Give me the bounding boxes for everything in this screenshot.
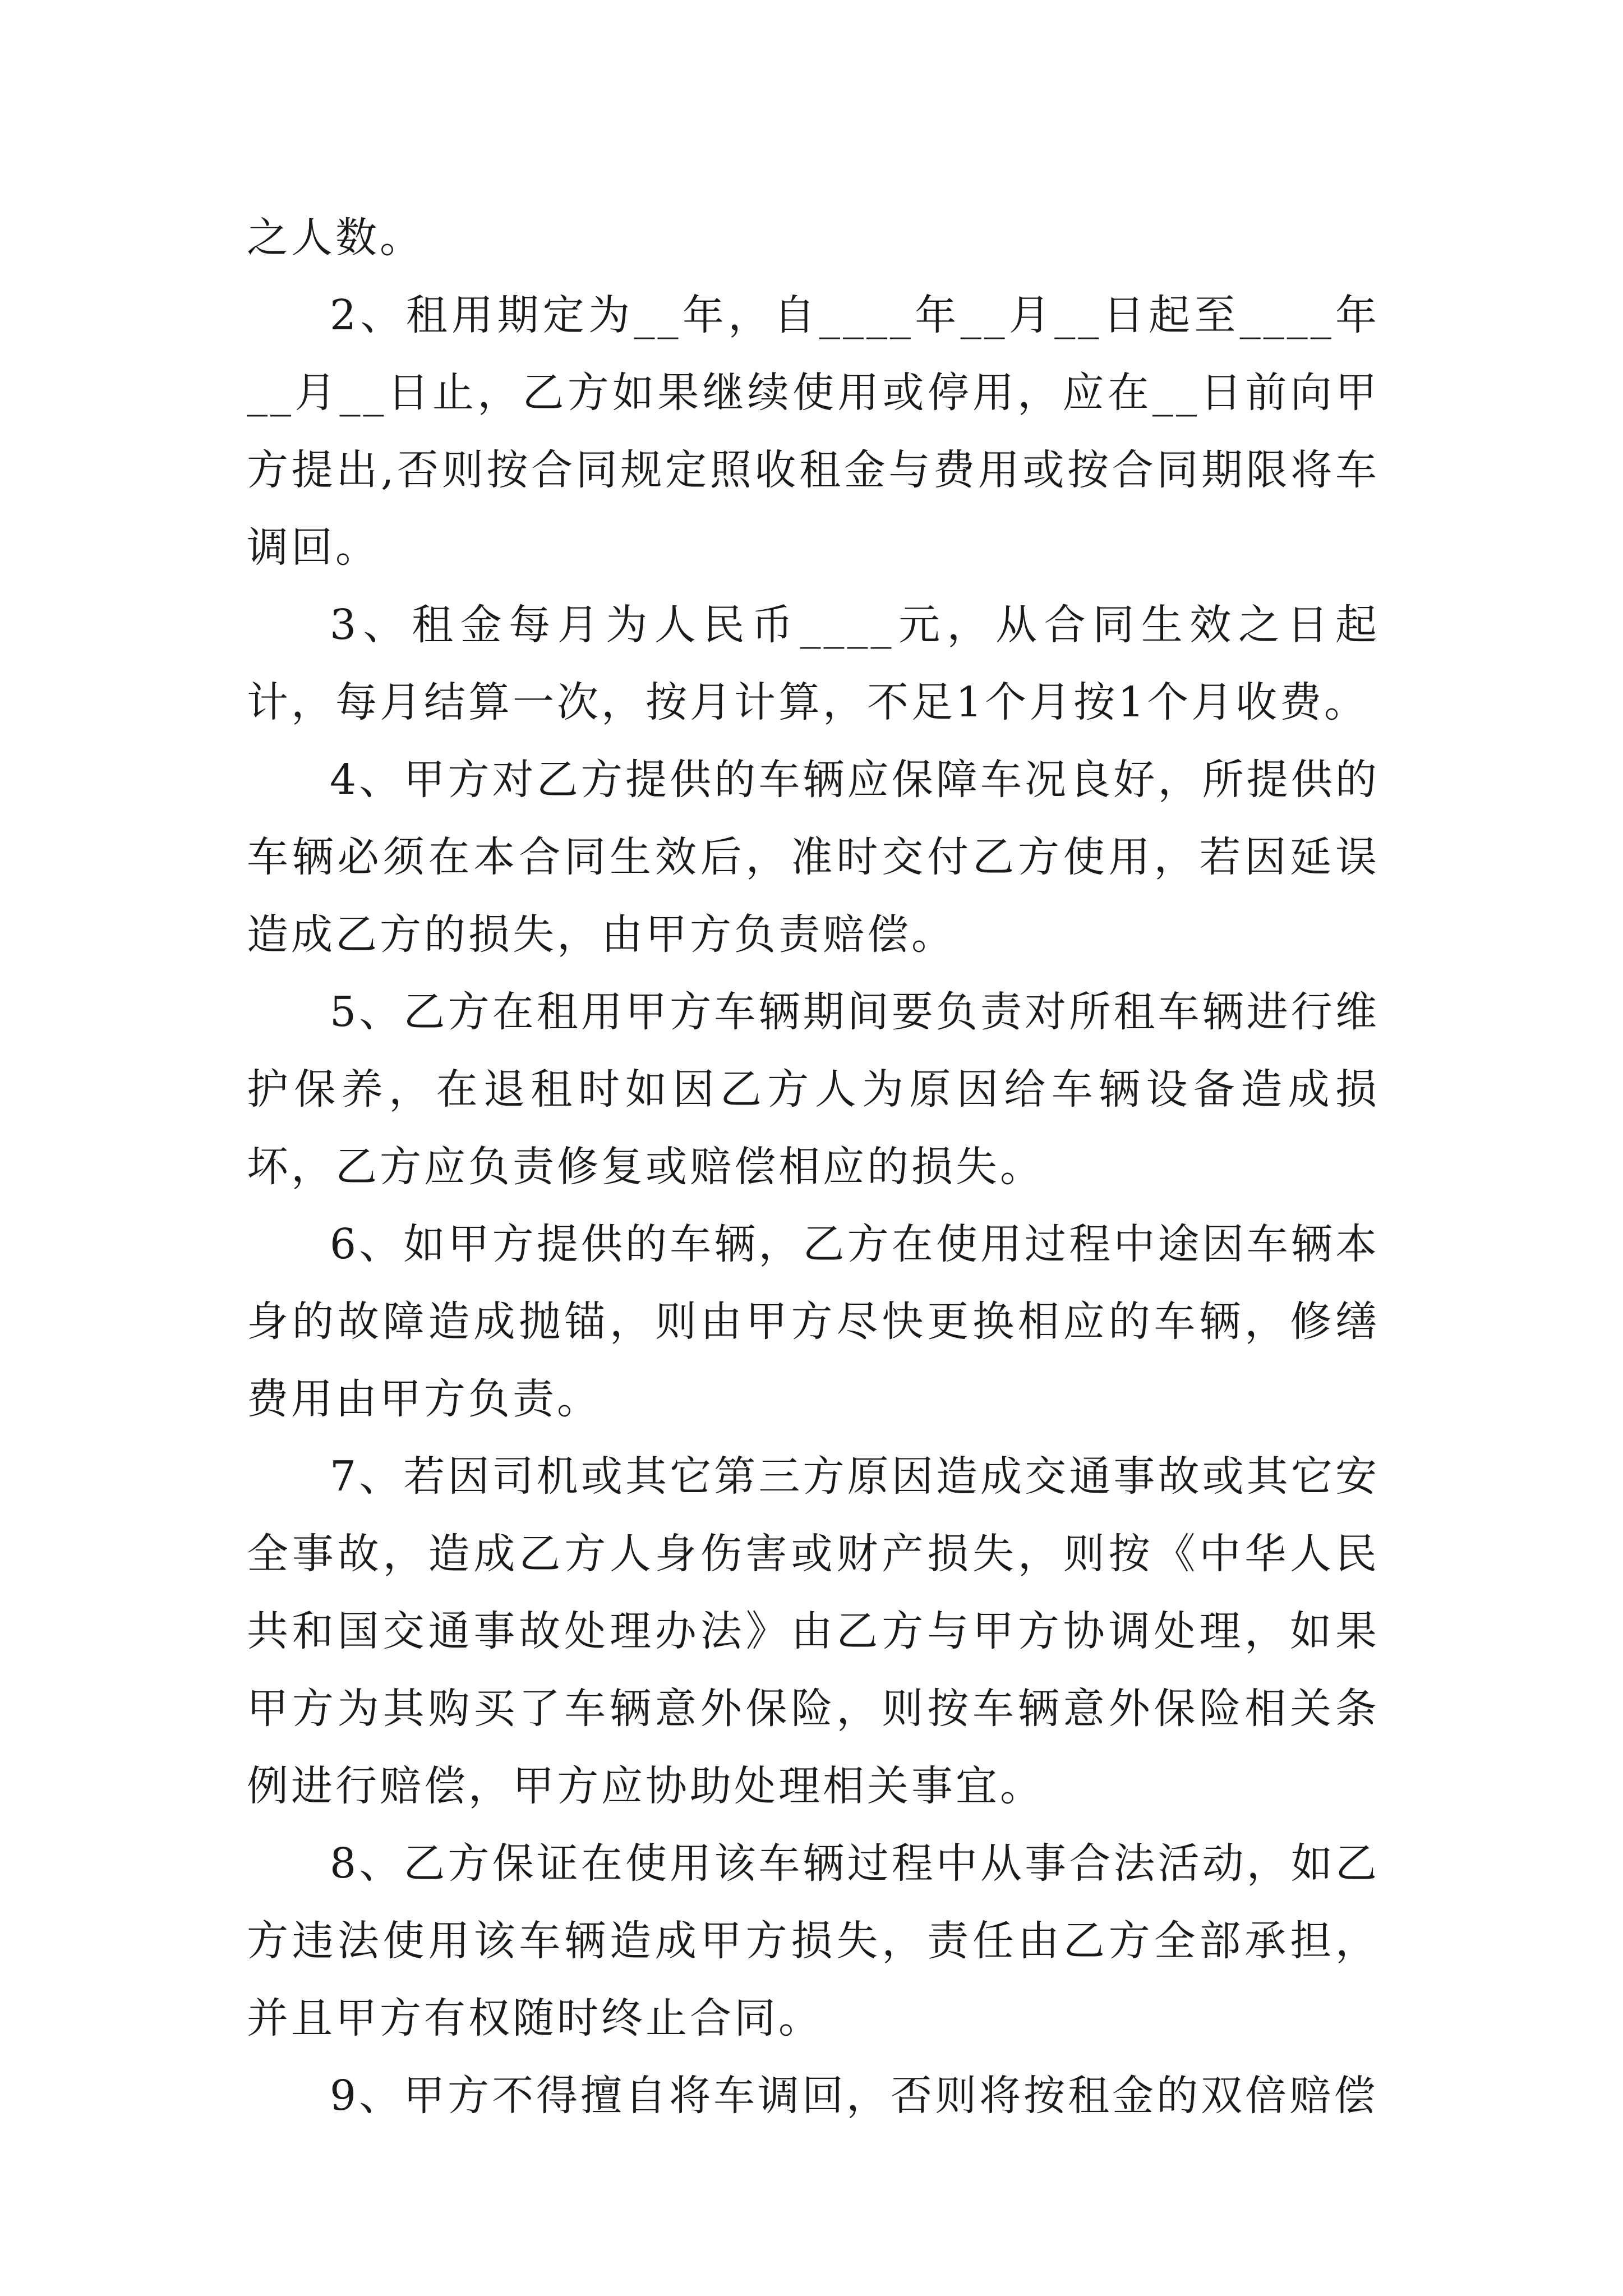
paragraph-clause-8: 8、乙方保证在使用该车辆过程中从事合法活动，如乙方违法使用该车辆造成甲方损失，责任由乙方全部承担，并且甲方有权随时终止合同。	[247, 1839, 1380, 2042]
paragraph-clause-2: 2、租用期定为__年，自____年__月__日起至____年__月__日止，乙方如果继续使用或停用，应在__日前向甲方提出,否则按合同规定照收租金与费用或按合同期限将车调回。	[247, 291, 1380, 572]
paragraph-continuation: 之人数。	[247, 214, 424, 262]
paragraph-clause-3: 3、租金每月为人民币____元，从合同生效之日起计，每月结算一次，按月计算，不足1个月按1个月收费。	[247, 601, 1380, 726]
paragraph-clause-7: 7、若因司机或其它第三方原因造成交通事故或其它安全事故，造成乙方人身伤害或财产损失，则按《中华人民共和国交通事故处理办法》由乙方与甲方协调处理，如果甲方为其购买了车辆意外保险，则按车辆意外保险相关条例进行赔偿，甲方应协助处理相关事宜。	[247, 1452, 1380, 1810]
paragraph-clause-6: 6、如甲方提供的车辆，乙方在使用过程中途因车辆本身的故障造成抛锚，则由甲方尽快更换相应的车辆，修缮费用由甲方负责。	[247, 1220, 1380, 1423]
paragraph-clause-4: 4、甲方对乙方提供的车辆应保障车况良好，所提供的车辆必须在本合同生效后，准时交付乙方使用，若因延误造成乙方的损失，由甲方负责赔偿。	[247, 756, 1380, 959]
paragraph-clause-5: 5、乙方在租用甲方车辆期间要负责对所租车辆进行维护保养，在退租时如因乙方人为原因给车辆设备造成损坏，乙方应负责修复或赔偿相应的损失。	[247, 988, 1380, 1191]
paragraph-clause-9: 9、甲方不得擅自将车调回，否则将按租金的双倍赔偿	[330, 2072, 1378, 2120]
document-body	[247, 199, 1380, 2134]
